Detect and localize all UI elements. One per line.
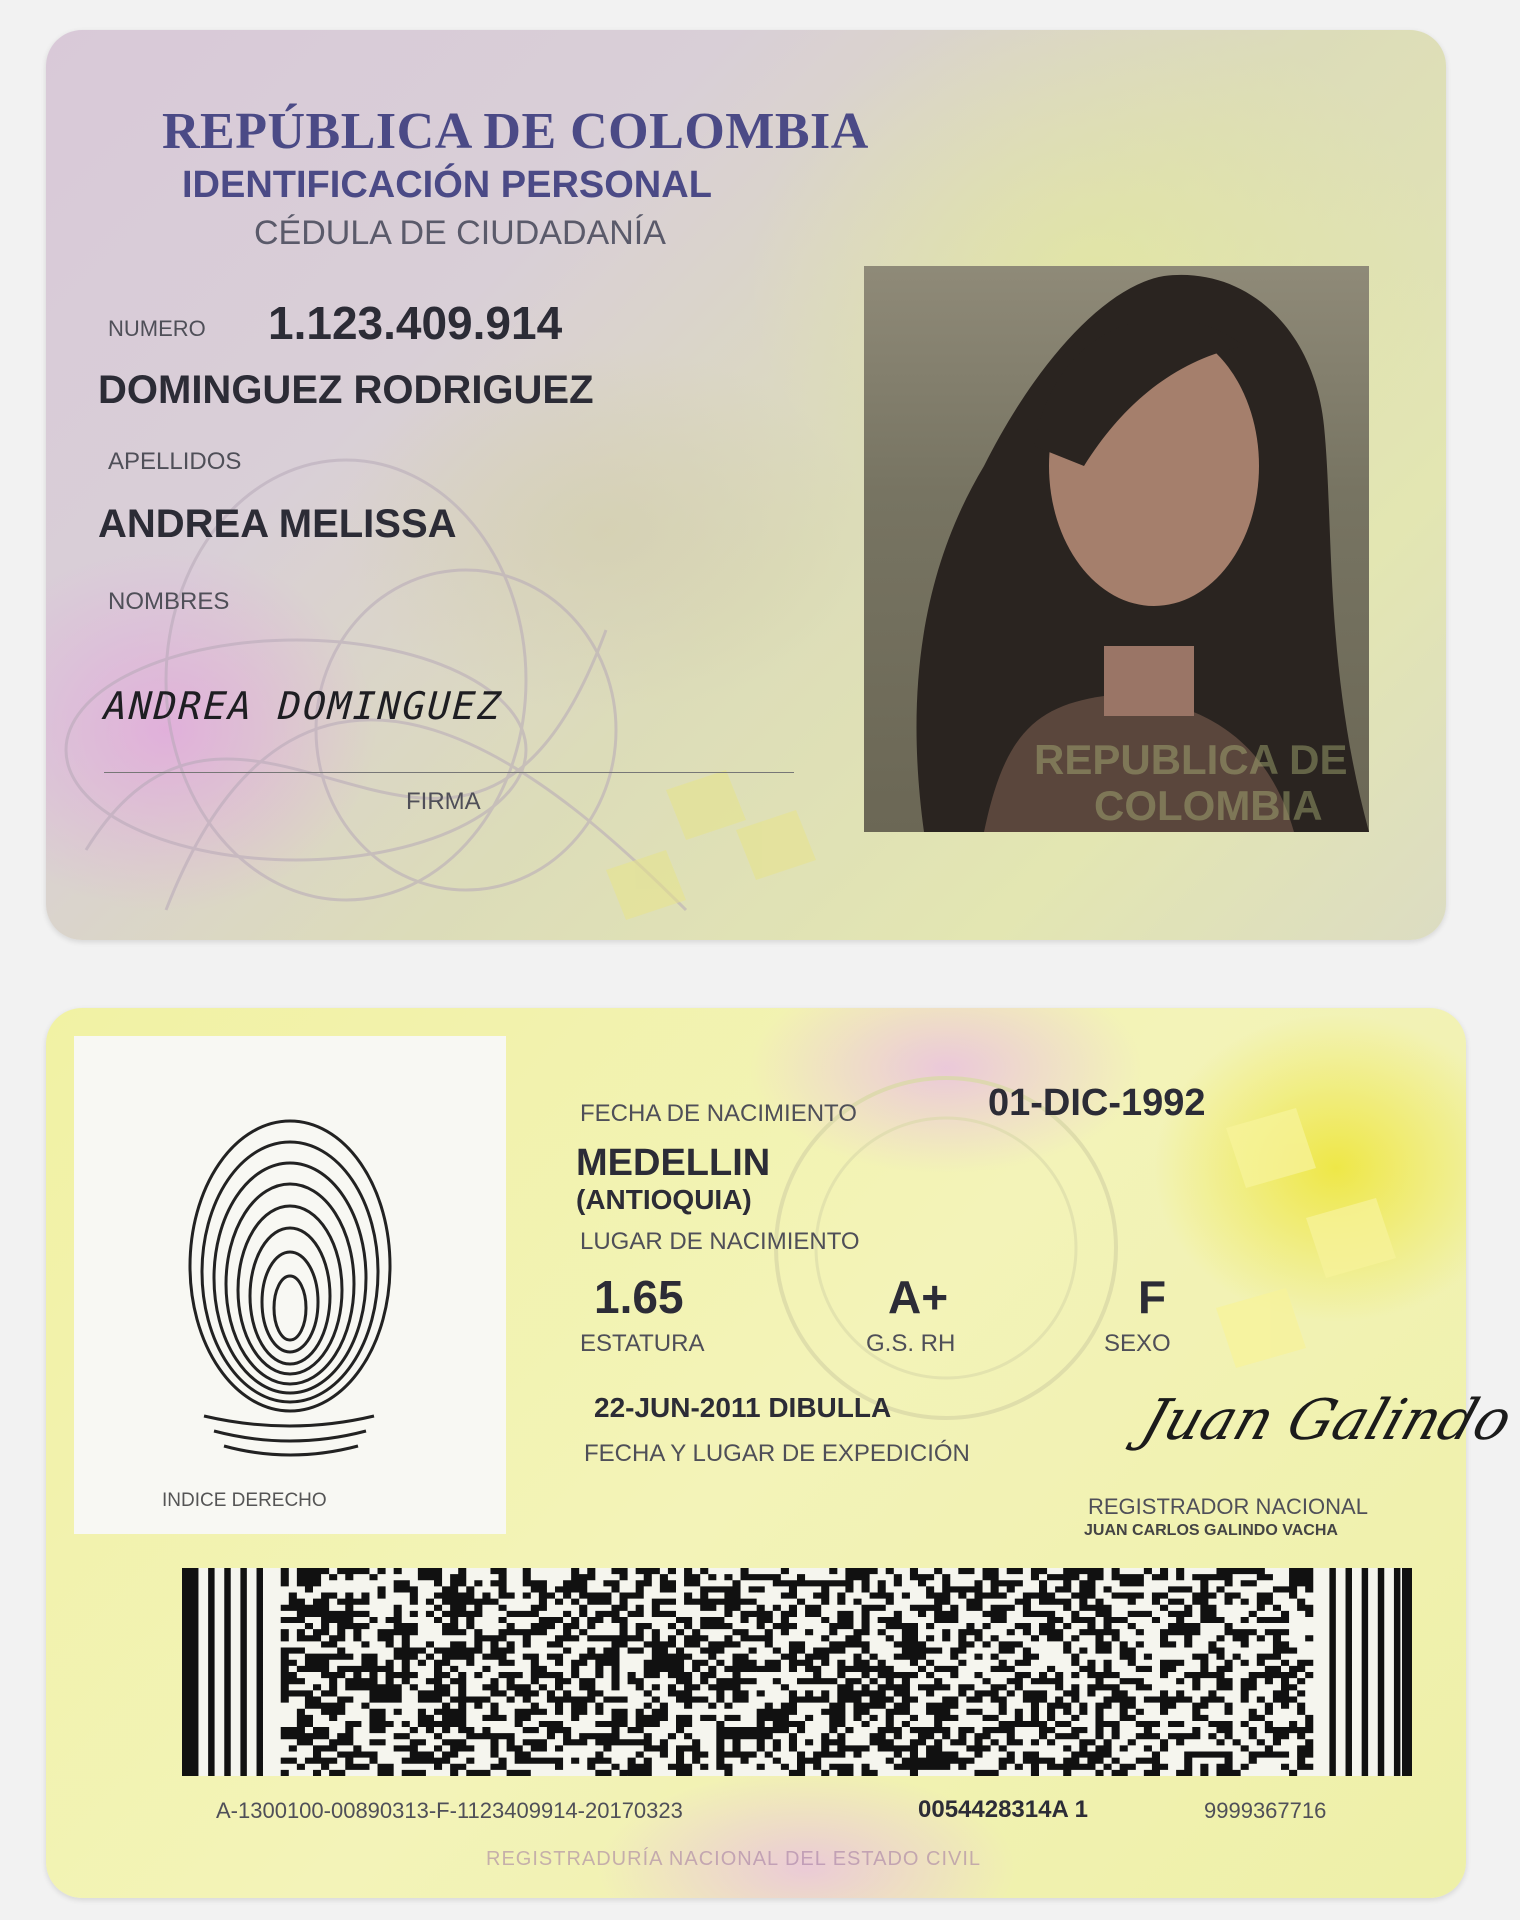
id-card-back (46, 1008, 1520, 1898)
code-right: 9999367716 (1204, 1798, 1327, 1823)
barcode-pattern (192, 1568, 1402, 1776)
code-left: A-1300100-00890313-F-1123409914-20170323 (216, 1798, 683, 1823)
fingerprint-icon (74, 1036, 506, 1534)
document-subtype: CÉDULA DE CIUDADANÍA (254, 214, 666, 252)
holder-photo (864, 266, 1369, 832)
signature-label: FIRMA (406, 788, 481, 815)
code-middle: 0054428314A 1 (918, 1796, 1088, 1823)
sex-label: SEXO (1104, 1330, 1171, 1357)
barcode-modules (192, 1568, 1400, 1776)
holder-signature: ANDREA DOMINGUEZ (98, 684, 508, 728)
height-value: 1.65 (594, 1271, 684, 1323)
registrar-name: JUAN CARLOS GALINDO VACHA (1084, 1522, 1338, 1539)
id-card-front (46, 30, 1446, 940)
surnames-label: APELLIDOS (108, 448, 242, 475)
signature-line (104, 772, 794, 773)
blood-type-value: A+ (888, 1271, 949, 1323)
pdf417-barcode (182, 1568, 1412, 1776)
names-label: NOMBRES (108, 588, 230, 615)
birth-place-label: LUGAR DE NACIMIENTO (580, 1228, 860, 1255)
blood-type-label: G.S. RH (866, 1330, 956, 1357)
registrar-title: REGISTRADOR NACIONAL (1088, 1494, 1368, 1519)
registrar-signature: Juan Galindo (1133, 1388, 1520, 1453)
given-names: ANDREA MELISSA (98, 502, 457, 546)
fingerprint-label: INDICE DERECHO (162, 1490, 327, 1511)
birth-date: 01-DIC-1992 (988, 1082, 1206, 1124)
issue-label: FECHA Y LUGAR DE EXPEDICIÓN (584, 1440, 970, 1467)
birth-city: MEDELLIN (576, 1142, 771, 1184)
country-title: REPÚBLICA DE COLOMBIA (162, 103, 869, 160)
height-label: ESTATURA (580, 1330, 705, 1357)
footer-microtext: REGISTRADURÍA NACIONAL DEL ESTADO CIVIL (486, 1848, 982, 1870)
fingerprint-panel (74, 1036, 506, 1534)
birth-date-label: FECHA DE NACIMIENTO (580, 1100, 857, 1127)
document-type: IDENTIFICACIÓN PERSONAL (182, 164, 712, 206)
photo-watermark-line1: REPUBLICA DE (1034, 736, 1348, 783)
sex-value: F (1138, 1271, 1167, 1323)
surnames: DOMINGUEZ RODRIGUEZ (98, 368, 594, 412)
id-number: 1.123.409.914 (268, 297, 563, 349)
photo-watermark-line2: COLOMBIA (1094, 782, 1323, 829)
issue-date-place: 22-JUN-2011 DIBULLA (594, 1392, 892, 1423)
birth-department: (ANTIOQUIA) (576, 1184, 752, 1215)
number-label: NUMERO (108, 316, 206, 341)
